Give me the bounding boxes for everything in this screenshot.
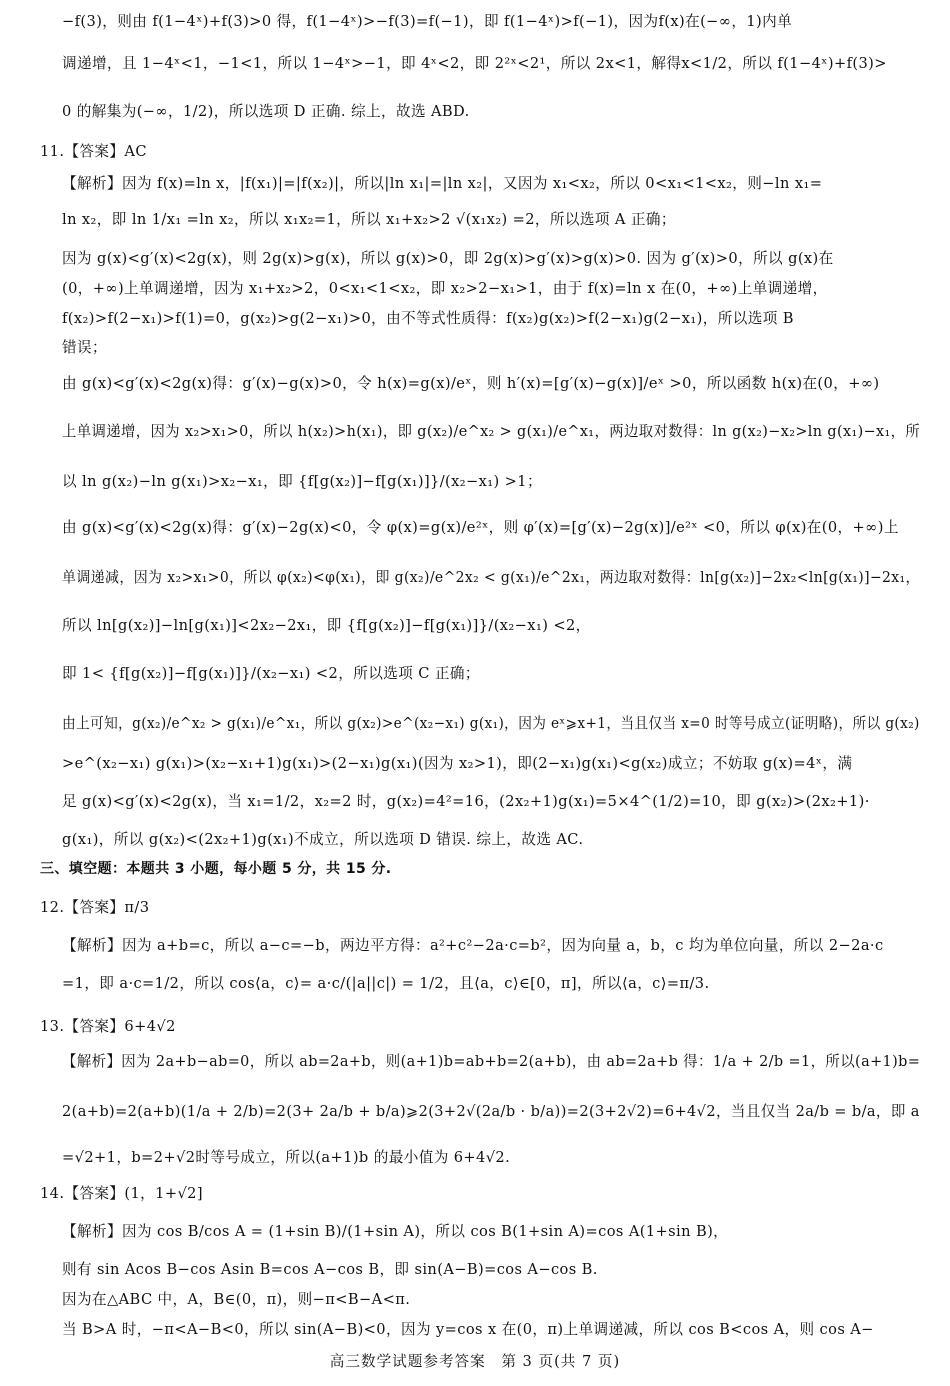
text-line: 11.【答案】AC <box>40 143 147 160</box>
text-line: 即 1< {f[g(x₂)]−f[g(x₁)]}/(x₂−x₁) <2，所以选项 C 正确； <box>62 665 480 682</box>
text-line: 调递增，且 1−4ˣ<1，−1<1，所以 1−4ˣ>−1，即 4ˣ<2，即 2²ˣ<2¹，所以 2x<1，解得x<1/2，所以 f(1−4ˣ)+f(3)> <box>62 55 887 72</box>
text-line: −f(3)，则由 f(1−4ˣ)+f(3)>0 得，f(1−4ˣ)>−f(3)=f(−1)，即 f(1−4ˣ)>f(−1)，因为f(x)在(−∞，1)内单 <box>62 13 793 30</box>
text-line: 由 g(x)<g′(x)<2g(x)得：g′(x)−g(x)>0，令 h(x)=g(x)/eˣ，则 h′(x)=[g′(x)−g(x)]/eˣ >0，所以函数 h(x)在(0，+∞) <box>62 375 880 392</box>
text-line: 当 B>A 时，−π<A−B<0，所以 sin(A−B)<0，因为 y=cos x 在(0，π)上单调递减，所以 cos B<cos A，则 cos A− <box>62 1321 874 1338</box>
text-line: 错误； <box>62 339 107 356</box>
text-line: 【解析】因为 f(x)=ln x，|f(x₁)|=|f(x₂)|，所以|ln x₁|=|ln x₂|，又因为 x₁<x₂，所以 0<x₁<1<x₂，则−ln x₁= <box>62 175 823 192</box>
text-line: 【解析】因为 a+b=c，所以 a−c=−b，两边平方得：a²+c²−2a·c=b²，因为向量 a，b，c 均为单位向量，所以 2−2a·c <box>62 937 884 954</box>
text-line: 三、填空题：本题共 3 小题，每小题 5 分，共 15 分. <box>40 861 392 877</box>
text-line: 由 g(x)<g′(x)<2g(x)得：g′(x)−2g(x)<0，令 φ(x)=g(x)/e²ˣ，则 φ′(x)=[g′(x)−2g(x)]/e²ˣ <0，所以 φ(x)在(0，+∞)上 <box>62 519 899 536</box>
text-line: 所以 ln[g(x₂)]−ln[g(x₁)]<2x₂−2x₁，即 {f[g(x₂)]−f[g(x₁)]}/(x₂−x₁) <2， <box>62 617 591 634</box>
text-line: 足 g(x)<g′(x)<2g(x)，当 x₁=1/2，x₂=2 时，g(x₂)=4²=16，(2x₂+1)g(x₁)=5×4^(1/2)=10，即 g(x₂)>(2x₂+1)· <box>62 793 870 810</box>
text-line: 2(a+b)=2(a+b)(1/a + 2/b)=2(3+ 2a/b + b/a)⩾2(3+2√(2a/b · b/a))=2(3+2√2)=6+4√2，当且仅当 2a/b = b/a，即 a <box>62 1103 920 1120</box>
text-line: =√2+1，b=2+√2时等号成立，所以(a+1)b 的最小值为 6+4√2. <box>62 1149 511 1166</box>
text-line: 上单调递增，因为 x₂>x₁>0，所以 h(x₂)>h(x₁)，即 g(x₂)/e^x₂ > g(x₁)/e^x₁，两边取对数得：ln g(x₂)−x₂>ln g(x₁)−x₁，所 <box>62 423 921 440</box>
text-line: 0 的解集为(−∞，1/2)，所以选项 D 正确. 综上，故选 ABD. <box>62 103 470 120</box>
text-line: 13.【答案】6+4√2 <box>40 1018 176 1035</box>
text-line: 因为在△ABC 中，A，B∈(0，π)，则−π<B−A<π. <box>62 1291 411 1308</box>
text-line: 则有 sin Acos B−cos Asin B=cos A−cos B，即 sin(A−B)=cos A−cos B. <box>62 1261 598 1278</box>
page-footer: 高三数学试题参考答案 第 3 页(共 7 页) <box>329 1353 621 1370</box>
text-line: 由上可知，g(x₂)/e^x₂ > g(x₁)/e^x₁，所以 g(x₂)>e^(x₂−x₁) g(x₁)，因为 eˣ⩾x+1，当且仅当 x=0 时等号成立(证明略)，所以 g(x₂) <box>62 715 920 732</box>
text-line: =1，即 a·c=1/2，所以 cos⟨a，c⟩= a·c/(|a||c|) = 1/2，且⟨a，c⟩∈[0，π]，所以⟨a，c⟩=π/3. <box>62 975 710 992</box>
text-line: 12.【答案】π/3 <box>40 899 150 916</box>
text-line: ln x₂，即 ln 1/x₁ =ln x₂，所以 x₁x₂=1，所以 x₁+x₂>2 √(x₁x₂) =2，所以选项 A 正确； <box>62 211 676 228</box>
text-line: 以 ln g(x₂)−ln g(x₁)>x₂−x₁，即 {f[g(x₂)]−f[g(x₁)]}/(x₂−x₁) >1； <box>62 473 542 490</box>
text-line: 单调递减，因为 x₂>x₁>0，所以 φ(x₂)<φ(x₁)，即 g(x₂)/e^2x₂ < g(x₁)/e^2x₁，两边取对数得：ln[g(x₂)]−2x₂<ln[g(x₁)]−2x₁， <box>62 569 920 586</box>
text-line: f(x₂)>f(2−x₁)>f(1)=0，g(x₂)>g(2−x₁)>0，由不等式性质得：f(x₂)g(x₂)>f(2−x₁)g(2−x₁)，所以选项 B <box>62 310 794 327</box>
text-line: 14.【答案】(1，1+√2] <box>40 1185 203 1202</box>
text-line: 因为 g(x)<g′(x)<2g(x)，则 2g(x)>g(x)，所以 g(x)>0，即 2g(x)>g′(x)>g(x)>0. 因为 g′(x)>0，所以 g(x)在 <box>62 250 834 267</box>
text-line: 【解析】因为 2a+b−ab=0，所以 ab=2a+b，则(a+1)b=ab+b=2(a+b)，由 ab=2a+b 得：1/a + 2/b =1，所以(a+1)b= <box>62 1053 921 1070</box>
text-line: >e^(x₂−x₁) g(x₁)>(x₂−x₁+1)g(x₁)>(2−x₁)g(x₁)(因为 x₂>1)，即(2−x₁)g(x₁)<g(x₂)成立；不妨取 g(x)=4ˣ，满 <box>62 755 853 772</box>
text-line: (0，+∞)上单调递增，因为 x₁+x₂>2，0<x₁<1<x₂，即 x₂>2−x₁>1，由于 f(x)=ln x 在(0，+∞)上单调递增， <box>62 280 828 297</box>
text-line: 【解析】因为 cos B/cos A = (1+sin B)/(1+sin A)，所以 cos B(1+sin A)=cos A(1+sin B)， <box>62 1223 729 1240</box>
text-line: g(x₁)，所以 g(x₂)<(2x₂+1)g(x₁)不成立，所以选项 D 错误. 综上，故选 AC. <box>62 831 584 848</box>
